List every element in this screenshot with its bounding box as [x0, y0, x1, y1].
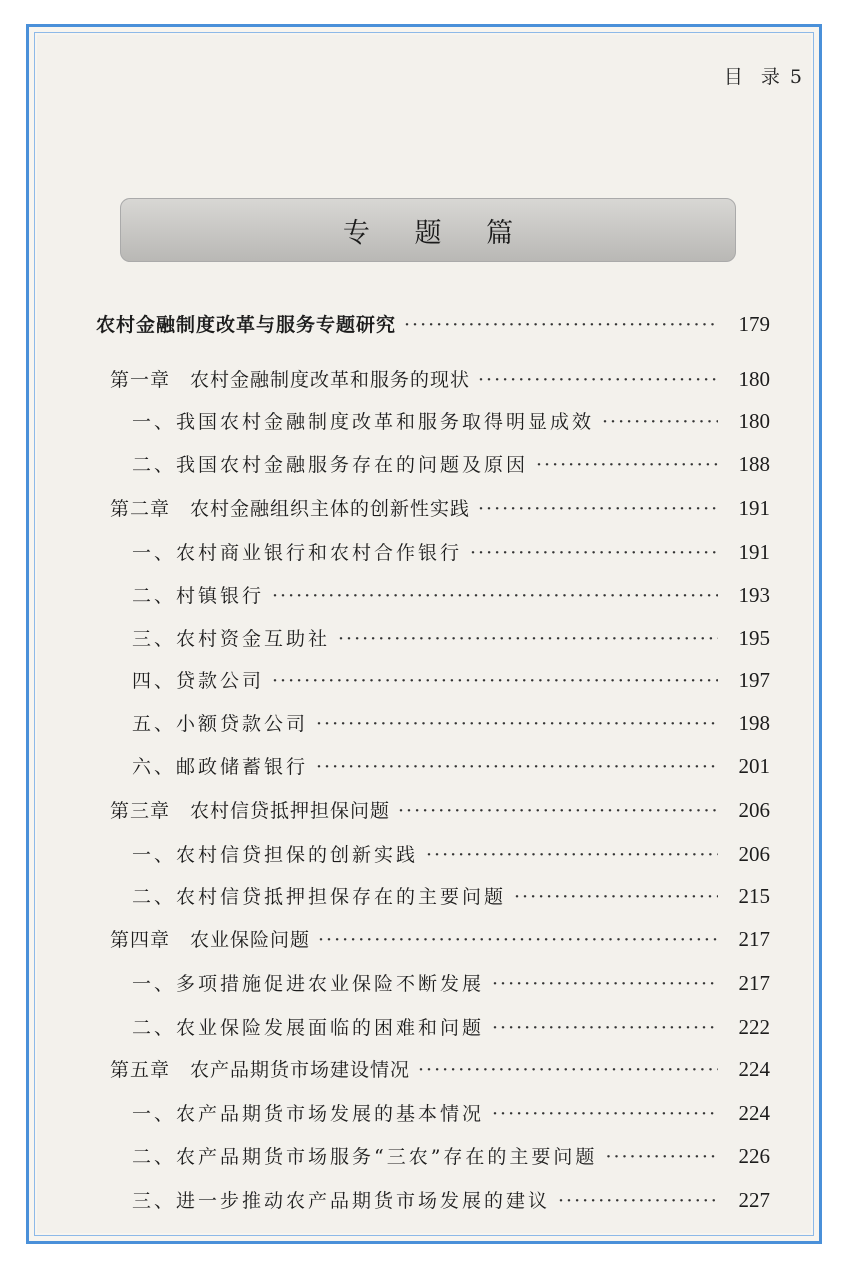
dot-leader: [602, 411, 718, 433]
toc-page-number: 222: [738, 1015, 770, 1039]
toc-section-row: [132, 624, 770, 654]
dot-leader: [316, 713, 718, 735]
toc-section-row: [132, 709, 770, 739]
toc-chapter-row: [110, 1055, 770, 1085]
toc-page-number: 226: [738, 1144, 770, 1168]
dot-leader: [478, 498, 718, 520]
dot-leader: [492, 1103, 718, 1125]
dot-leader: [492, 1017, 718, 1039]
toc-entry-title: 第五章 农产品期货市场建设情况: [110, 1059, 411, 1081]
dot-leader: [404, 314, 718, 336]
dot-leader: [318, 929, 718, 951]
toc-page-number: 217: [738, 971, 770, 995]
toc-entry-title: 一、农产品期货市场发展的基本情况: [132, 1103, 485, 1125]
toc-page-number: 193: [738, 583, 770, 607]
toc-entry-title: 一、我国农村金融制度改革和服务取得明显成效: [132, 411, 595, 433]
toc-page-number: 206: [738, 842, 770, 866]
toc-section-row: [132, 752, 770, 782]
toc-entry-title: 二、农村信贷抵押担保存在的主要问题: [132, 886, 507, 908]
toc-section-row: [132, 581, 770, 611]
toc-section-row: [132, 1186, 770, 1216]
header-title: 目 录: [723, 66, 786, 88]
toc-page-number: 197: [738, 668, 770, 692]
toc-page-number: 179: [738, 312, 770, 336]
toc-chapter-row: [110, 925, 770, 955]
toc-entry-title: 二、村镇银行: [132, 585, 265, 607]
toc-entry-title: 第二章 农村金融组织主体的创新性实践: [110, 498, 471, 520]
toc-entry-title: 第一章 农村金融制度改革和服务的现状: [110, 369, 471, 391]
dot-leader: [418, 1059, 718, 1081]
dot-leader: [272, 585, 718, 607]
toc-page-number: 217: [738, 927, 770, 951]
dot-leader: [492, 973, 718, 995]
toc-page-number: 224: [738, 1101, 770, 1125]
toc-section-row: [132, 666, 770, 696]
toc-chapter-row: [110, 796, 770, 826]
toc-entry-title: 二、农产品期货市场服务“三农”存在的主要问题: [132, 1146, 598, 1168]
toc-section-row: [132, 1013, 770, 1043]
toc-section-row: [132, 1142, 770, 1172]
toc-entry-title: 四、贷款公司: [132, 670, 265, 692]
dot-leader: [470, 542, 718, 564]
toc-entry-title: 二、农业保险发展面临的困难和问题: [132, 1017, 485, 1039]
toc-page-number: 201: [738, 754, 770, 778]
toc-part-row: [96, 310, 770, 340]
dot-leader: [558, 1190, 718, 1212]
dot-leader: [398, 800, 718, 822]
dot-leader: [478, 369, 718, 391]
toc-entry-title: 一、多项措施促进农业保险不断发展: [132, 973, 485, 995]
banner-title: 专 题 篇: [342, 217, 532, 249]
toc-page-number: 191: [738, 496, 770, 520]
dot-leader: [338, 628, 718, 650]
toc-section-row: [132, 407, 770, 437]
dot-leader: [316, 756, 718, 778]
toc-page-number: 198: [738, 711, 770, 735]
dot-leader: [605, 1146, 718, 1168]
toc-page-number: 188: [738, 452, 770, 476]
toc-page-number: 227: [738, 1188, 770, 1212]
toc-page-number: 224: [738, 1057, 770, 1081]
toc-page-number: 191: [738, 540, 770, 564]
toc-page-number: 195: [738, 626, 770, 650]
toc-entry-title: 三、进一步推动农产品期货市场发展的建议: [132, 1190, 551, 1212]
toc-entry-title: 第四章 农业保险问题: [110, 929, 311, 951]
toc-entry-title: 一、农村商业银行和农村合作银行: [132, 542, 463, 564]
toc-section-row: [132, 969, 770, 999]
toc-entry-title: 农村金融制度改革与服务专题研究: [96, 314, 397, 336]
toc-section-row: [132, 882, 770, 912]
toc-page-number: 206: [738, 798, 770, 822]
toc-chapter-row: [110, 365, 770, 395]
toc-page-number: 180: [738, 409, 770, 433]
toc-entry-title: 三、农村资金互助社: [132, 628, 331, 650]
header-page-number: 5: [789, 66, 802, 88]
toc-entry-title: 第三章 农村信贷抵押担保问题: [110, 800, 391, 822]
toc-chapter-row: [110, 494, 770, 524]
dot-leader: [272, 670, 718, 692]
toc-section-row: [132, 538, 770, 568]
toc-entry-title: 二、我国农村金融服务存在的问题及原因: [132, 454, 529, 476]
toc-entry-title: 五、小额贷款公司: [132, 713, 309, 735]
dot-leader: [514, 886, 718, 908]
toc-section-row: [132, 1099, 770, 1129]
toc-page-number: 180: [738, 367, 770, 391]
toc-entry-title: 六、邮政储蓄银行: [132, 756, 309, 778]
toc-section-row: [132, 450, 770, 480]
toc-page-number: 215: [738, 884, 770, 908]
dot-leader: [426, 844, 718, 866]
dot-leader: [536, 454, 718, 476]
toc-section-row: [132, 840, 770, 870]
toc-entry-title: 一、农村信贷担保的创新实践: [132, 844, 419, 866]
